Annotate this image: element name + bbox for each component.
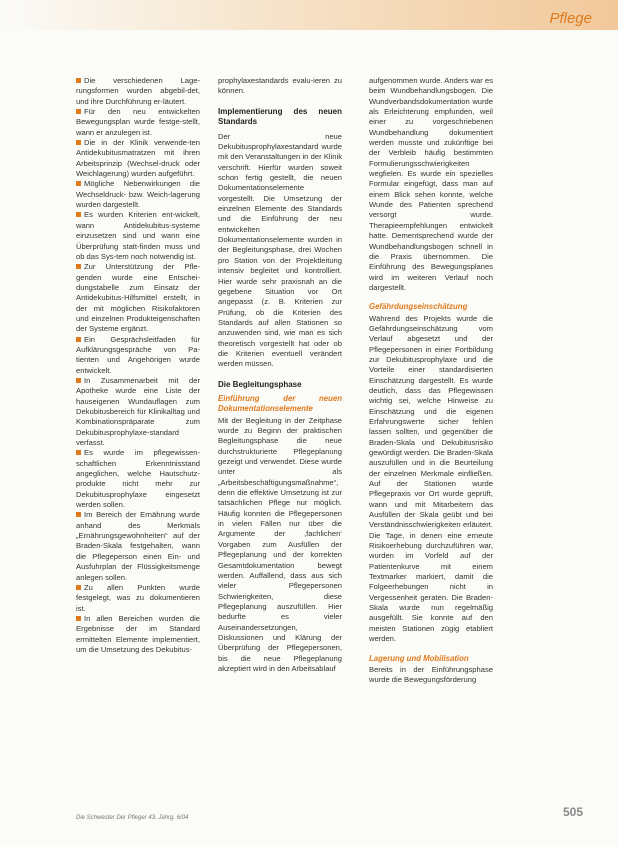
column-2 [218, 76, 342, 675]
paragraph: Bereits in der Einführungsphase wurde die Bewegungsförderung [369, 664, 493, 685]
bullet-item: Es wurden Kriterien ent-wickelt, wann Antidekubitus-systeme einzusetzen sind und wann eine Überprüfung statt-finden muss und ob das Sys-tem noch notwendig ist. [76, 210, 200, 261]
heading-implementation: Implementierung des neuen Standards [218, 106, 342, 127]
bullet-item: Die verschiedenen Lage-rungsformen wurden abgebil-det, und ihre Durchführung er-läutert. [76, 76, 200, 106]
bullet-item: In allen Bereichen wurden die Ergebnisse der im Standard ermittelten Elemente implementiert, um die Umsetzung des Dekubitus- [76, 613, 200, 654]
paragraph: Mit der Begleitung in der Zeitphase wurde zu Beginn der praktischen Begleitungsphase die neue durchstrukturierte Pflegeplanung gezeigt und verwendet. Diese wurde unter als „Arbeitsbeschäftigungsmaßnahme“, denn die effektive Umsetzung ist zur tatsächlichen Pflege nur möglich. Häufig konnten die Pflegepersonen in vielen Fällen nur über die Argumente der ‚fachlichen‘ Vorgaben zum Ausfüllen der Pflegeplanung und der korrekten Gesamtdokumentation bewegt werden. Auffallend, dass aus sich vieler Pflegepersonen Schwierigkeiten, diese Pflegeplanung auszufüllen. Hier bedurfte es vieler Auseinandersetzungen, Diskussionen und Klärung der Überprüfung der Pflegepersonen, bis die neue Pflegeplanung akzeptiert wird in den Arbeitsablauf [218, 415, 342, 673]
bullet-item: Für den neu entwickelten Bewegungsplan wurde festge-stellt, wann er anzulegen ist. [76, 107, 200, 137]
header-band [0, 0, 618, 30]
paragraph: Während des Projekts wurde die Gefährdungseinschätzung vom Verlauf abgesetzt und der Pflegepersonen in einer Fortbildung zur Dekubitusprophylaxe und die Vorteile einer standardisierten Einschätzung dargestellt. Es wurde deutlich, dass das Pflegewissen wichtig sei, welche Hinweise zu Einschätzung und die eigenen Erfahrungswerte sicher fehlen lassen sollten, und gegenüber die Braden-Skala und Dekubitusrisiko gewürdigt werden. Die Braden-Skala auszufüllen und in die Beurteilung der einzelnen Merkmale einfließen. Auf der Stationen wurde Pflegepraxis vor Ort wurde geprüft, wann und mit Mitarbeitern das Ausfüllen der Skala geübt und bei Verständnisschwierigkeiten erläutert. Die Tage, in denen eine erneute Risikoerhebung durchzuführen war, wurden im Vorfeld auf der Patientenkurve mit einem Textmarker markiert, damit die Folgeerhebungen nicht in Vergessenheit geraten. Die Braden-Skala wurde nun regelmäßig ausgefüllt. Sie konnte auf den meisten Stationen zügig etabliert werden. [369, 313, 493, 644]
subheading-documentation: Einführung der neuen Dokumentationselemente [218, 394, 342, 414]
bullet-item: Zu allen Punkten wurde festgelegt, was zu dokumentieren ist. [76, 582, 200, 613]
journal-citation: Die Schwester Der Pfleger 43. Jahrg. 6/04 [76, 815, 189, 821]
column-1 [76, 76, 200, 655]
heading-support-phase: Die Begleitungsphase [218, 379, 302, 389]
bullet-item: In Zusammenarbeit mit der Apotheke wurde eine Liste der hauseigenen Wundauflagen zum Dekubitusbereich für Klinikalltag und Kombinationspräparate zum Dekubitusprophylaxe-standard verfasst. [76, 375, 200, 448]
bullet-item: Zur Unterstützung der Pfle-genden wurde eine Entschei-dungstabelle zum Einsatz der Antidekubitus-Hilfsmittel erstellt, in der mit möglichen Risikofaktoren und einzelnen Produkteigenschaften der Systeme ergänzt. [76, 262, 200, 334]
page-number: 505 [563, 805, 584, 819]
bullet-item: Es wurde im pflegewissen-schaftlichen Erkenntnisstand angeglichen, welche Hautschutz-produkte nicht mehr zur Dekubitusprophylaxe eingesetzt werden sollen. [76, 448, 200, 510]
column-3 [369, 76, 493, 687]
paragraph: Der neue Dekubitusprophylaxestandard wurde mit den Veranstaltungen in der Klinik verschrift. Hierfür wurden soweit schon fertig gestellt, die neuen Dokumentationselemente vorgestellt. Die Umsetzung der einzelnen Elemente des Standards und die Einführung der neu entwickelten Dokumentationselemente wurden in der Begleitungsphase, drei Wochen pro Station von der Projektleitung intensiv begleitet und kontrolliert. Hier wurde sehr praxisnah an die gegebene Situation vor Ort angepasst (z. B. Kriterien zur Prüfung, ob die Kriterien des Standards auf allen Stationen so anzuwenden sind, wie man es sich theoretisch vorgestellt hat oder ob die Kriterien eventuell verändert werden müssen. [218, 131, 342, 369]
bullet-item: Im Bereich der Ernährung wurde anhand des Merkmals „Ernährungsgewohnheiten“ auf der Braden-Skala festgehalten, wann die Pflegeperson einen Ein- und Ausfuhrplan der Flüssigkeitsmenge anlegen sollen. [76, 510, 200, 582]
heading-positioning-mobilisation: Lagerung und Mobilisation [369, 653, 469, 663]
paragraph: aufgenommen wurde. Anders war es beim Wundbehandlungsbogen. Die Wundverbandsdokumentation wurde als Erleichterung empfunden, weil einer zu vorgeschriebenen Wundbehandlung dokumentiert werden musste und zukünftige bei der Verbleib häufig bestimmten Formulierungsschwierigkeiten wegfielen. Es wurde ein spezielles Formular eingefügt, dass man auf einem Blick sehen konnte, welche Wunde des Patienten sprechend versorgt wurde. Therapieempfehlungen entwickelt hatte. Dementsprechend wurde der Wundbehandlungsbogen schnell in die Praxis übernommen. Die Einführung des Bewegungsplanes wird im weiteren Verlauf noch dargestellt. [369, 76, 493, 292]
section-title: Pflege [549, 10, 592, 27]
bullet-item: Ein Gesprächsleitfaden für Aufklärungsgespräche von Pa-tienten und Angehörigen wurde entwickelt. [76, 334, 200, 375]
bullet-item: Die in der Klinik verwende-ten Antidekubitusmatratzen mit ihren Arbeitsprinzip (Wechsel-druck oder Weichlagerung) wurden aufgeführt. [76, 138, 200, 179]
bullet-item: Mögliche Nebenwirkungen die Wechseldruck- bzw. Weich-lagerung wurden dargestellt. [76, 179, 200, 210]
paragraph: prophylaxestandards evalu-ieren zu können. [218, 76, 342, 96]
heading-risk-assessment: Gefährdungseinschätzung [369, 302, 468, 312]
